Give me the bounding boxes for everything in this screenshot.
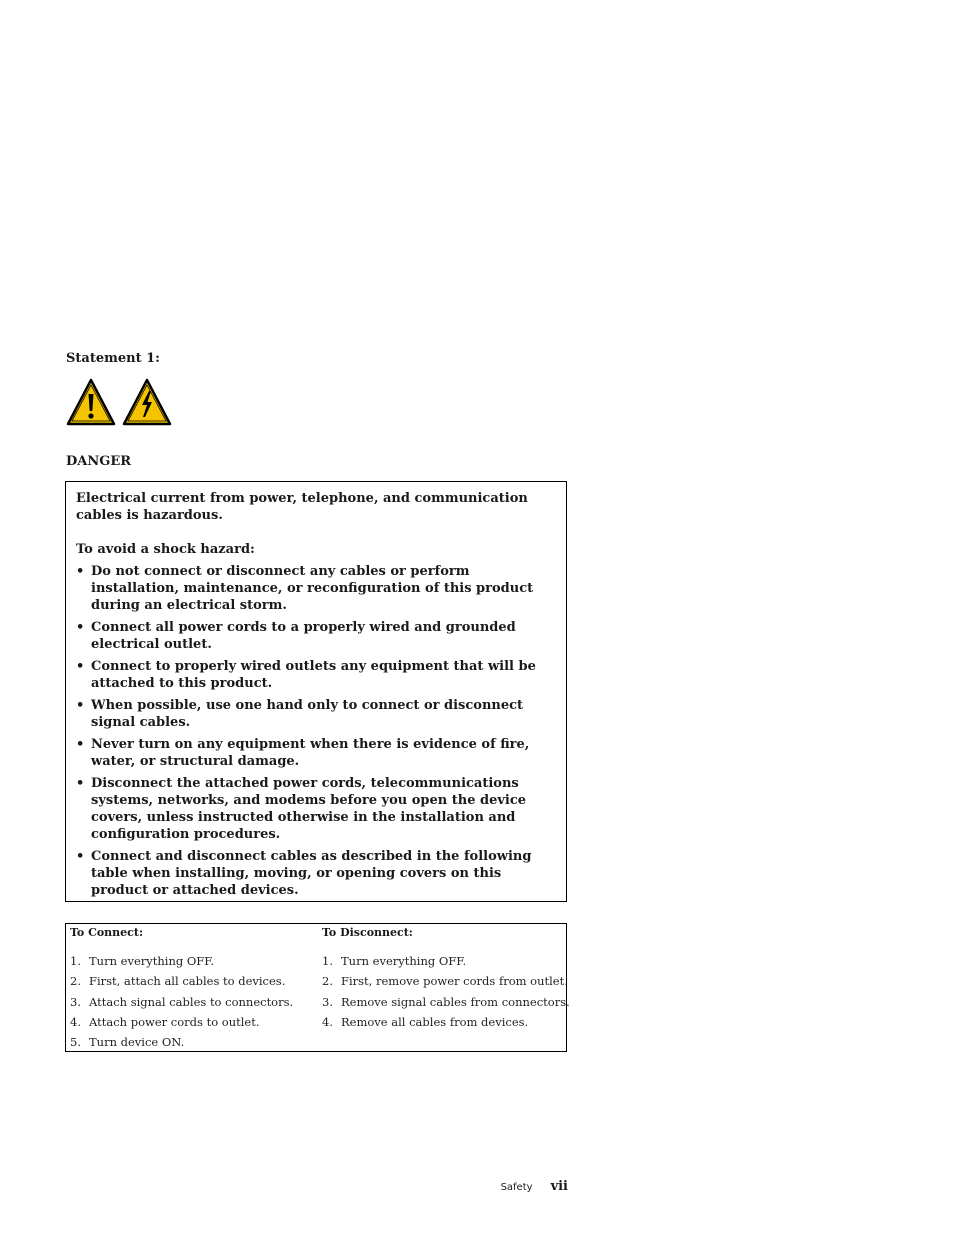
connect-disconnect-table bbox=[65, 923, 570, 1052]
danger-intro: Electrical current from power, telephone, and communication cables is hazardous. bbox=[76, 491, 528, 523]
list-item: • Connect all power cords to a properly wired and grounded electrical outlet. bbox=[76, 620, 516, 652]
table-row: 2. First, attach all cables to devices. bbox=[70, 974, 286, 989]
list-item: • Connect and disconnect cables as described in the following table when installing, moving, or opening covers on this product or attached devices. bbox=[76, 849, 532, 898]
connect-header: To Connect: bbox=[70, 926, 144, 939]
statement-label: Statement 1: bbox=[66, 351, 160, 366]
list-item: • Disconnect the attached power cords, telecommunications systems, networks, and modems before you open the device covers, unless instructed otherwise in the installation and configuration procedures. bbox=[76, 776, 527, 842]
disconnect-column bbox=[322, 924, 570, 1034]
list-item: • Connect to properly wired outlets any equipment that will be attached to this product. bbox=[76, 659, 536, 691]
danger-list bbox=[76, 563, 556, 899]
connect-column bbox=[70, 924, 293, 1054]
table-row: 4. Remove all cables from devices. bbox=[322, 1014, 529, 1029]
disconnect-steps bbox=[322, 953, 570, 1034]
list-item: • Never turn on any equipment when there is evidence of fire, water, or structural damage. bbox=[76, 737, 530, 769]
avoid-heading: To avoid a shock hazard: bbox=[76, 542, 255, 557]
disconnect-header: To Disconnect: bbox=[322, 926, 413, 939]
hazard-icons bbox=[66, 378, 172, 426]
table-row: 2. First, remove power cords from outlet. bbox=[322, 974, 568, 989]
footer-section: Safety bbox=[500, 1182, 533, 1193]
danger-notice-box bbox=[65, 481, 567, 902]
table-row: 3. Attach signal cables to connectors. bbox=[70, 994, 294, 1009]
table-row: 5. Turn device ON. bbox=[70, 1035, 185, 1050]
table-row: 1. Turn everything OFF. bbox=[322, 954, 467, 968]
table-row: 1. Turn everything OFF. bbox=[70, 954, 215, 968]
danger-label: DANGER bbox=[66, 454, 132, 469]
table-row: 4. Attach power cords to outlet. bbox=[70, 1014, 260, 1029]
page-footer bbox=[501, 1179, 568, 1194]
table-row: 3. Remove signal cables from connectors. bbox=[322, 994, 570, 1009]
page-number: vii bbox=[550, 1179, 568, 1194]
caution-icon bbox=[66, 378, 116, 426]
list-item: • Do not connect or disconnect any cables or perform installation, maintenance, or reconfiguration of this product during an electrical storm. bbox=[76, 564, 534, 613]
connect-steps bbox=[70, 953, 293, 1054]
list-item: • When possible, use one hand only to connect or disconnect signal cables. bbox=[76, 698, 524, 730]
electrical-hazard-icon bbox=[122, 378, 172, 426]
